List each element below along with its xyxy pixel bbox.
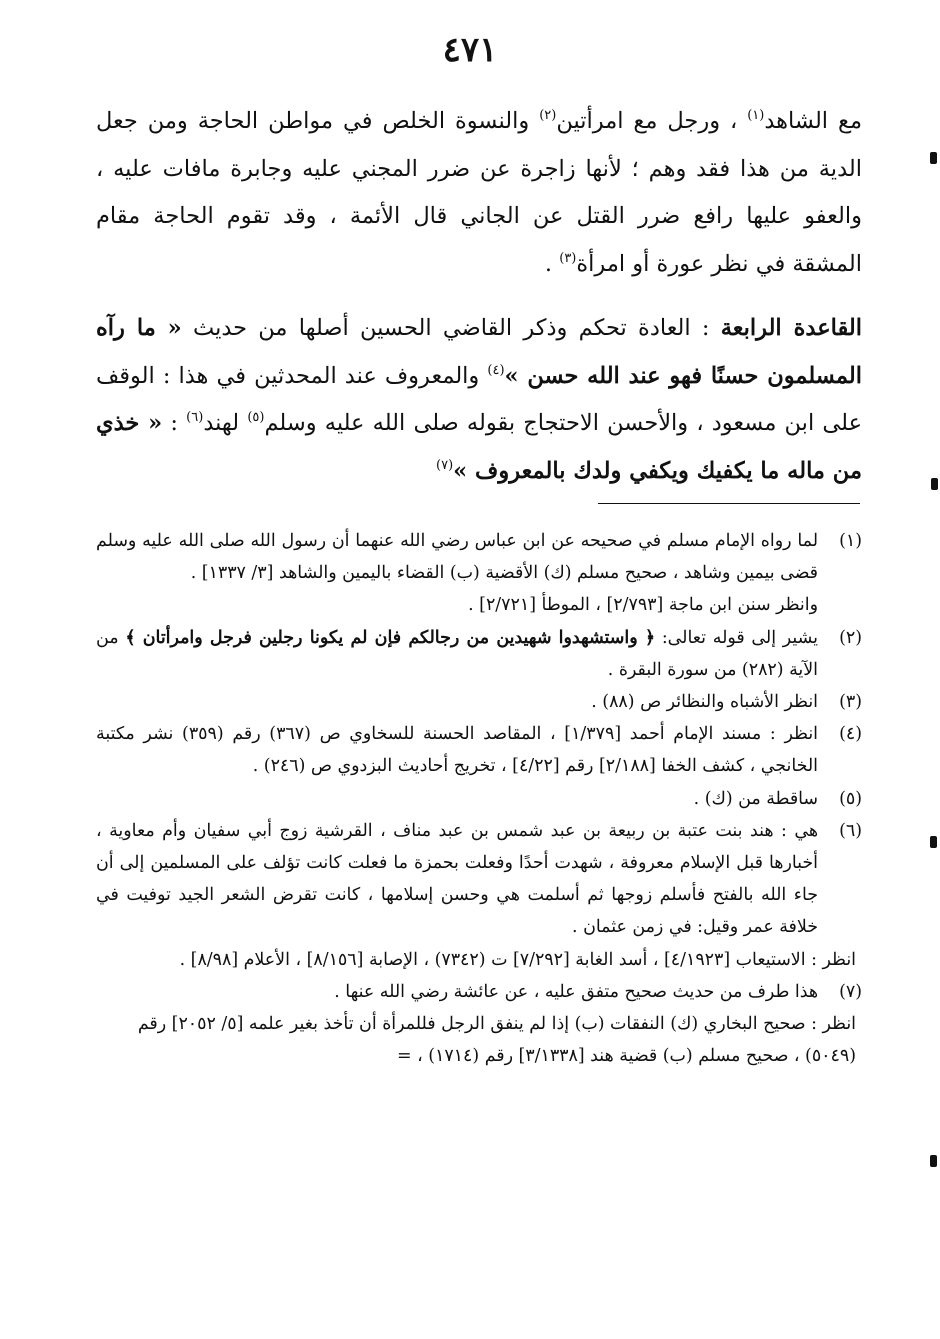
p1-text-3: والنسوة الخلص في مواطن الحاجة ومن جعل الدية من هذا فقد وهم ؛ لأنها زاجرة عن ضرر المجني عليه وجابرة مافات عليه ، والعفو عليها رافع ضرر القتل عن الجاني قال الأئمة ، وقد تقوم الحاجة مقام المشقة في نظر عورة أو امرأة	[96, 108, 862, 277]
footnote-2-body	[96, 622, 818, 686]
p1-text-4: .	[544, 250, 560, 277]
footnote-4-text: انظر : مسند الإمام أحمد [١/٣٧٩] ، المقاصد الحسنة للسخاوي ص (٣٦٧) رقم (٣٥٩) نشر مكتبة الخانجي ، كشف الخفا [٢/١٨٨] رقم [٤/٢٢] ، تخريج أحاديث البزدوي ص (٢٤٦) .	[96, 724, 818, 777]
p2-text-4: :	[162, 410, 187, 436]
footnote-2-pre: يشير إلى قوله تعالى:	[655, 627, 818, 648]
footnote-2-number: (٢)	[839, 627, 862, 648]
footnote-6	[96, 815, 862, 944]
footnote-2	[96, 622, 862, 686]
footnote-3	[96, 686, 862, 718]
footnote-6-number: (٦)	[839, 820, 862, 841]
footnote-ref-2: (٢)	[539, 108, 557, 123]
footnote-7	[96, 976, 862, 1008]
footnote-7-refs: انظر : صحيح البخاري (ك) النفقات (ب) إذا لم ينفق الرجل فللمرأة أن تأخذ بغير علمه [٥/ ٢٠٥٢] رقم (٥٠٤٩) ، صحيح مسلم (ب) قضية هند [٣/١٣٣٨] رقم (١٧١٤) ، =	[137, 1014, 856, 1067]
p2-text-3: لهند	[203, 410, 248, 436]
footnote-2-post: من الآية (٢٨٢) من سورة البقرة .	[96, 627, 818, 680]
footnote-3-number: (٣)	[839, 692, 862, 713]
footnote-5	[96, 783, 862, 815]
footnote-ref-1: (١)	[747, 108, 765, 123]
footnote-5-text: ساقطة من (ك) .	[693, 788, 818, 809]
p2-text-1: : العادة تحكم وذكر القاضي الحسين أصلها من حديث	[181, 315, 721, 341]
scan-edge-mark	[931, 478, 938, 490]
footnote-6-text: هي : هند بنت عتبة بن ربيعة بن عبد شمس بن عبد مناف ، القرشية زوج أبي سفيان وأم معاوية ، أخبارها قبل الإسلام معروفة ، شهدت أحدًا وفعلت بحمزة ما فعلت كانت تؤلف على المسلمين إلى أن جاء الله بالفتح فأسلم زوجها ثم أسلمت هي وحسن إسلامها ، كانت تقرض الشعر الجيد توفيت في خلافة عمر وقيل: في زمن عثمان .	[96, 820, 818, 938]
footnote-ref-5: (٥)	[247, 410, 265, 425]
scan-edge-mark	[930, 152, 937, 164]
paragraph-1	[96, 98, 862, 288]
hadith-quote-2: « خذي من ماله ما يكفيك ويكفي ولدك بالمعروف »	[96, 410, 862, 484]
footnotes	[96, 525, 862, 1072]
hadith-quote-1: « ما رآه المسلمون حسنًا فهو عند الله حسن »	[96, 315, 862, 389]
scan-edge-mark	[930, 1155, 937, 1167]
scan-edge-mark	[930, 836, 937, 848]
footnote-6-refs: انظر : الاستيعاب [٤/١٩٢٣] ، أسد الغابة [٧/٢٩٢] ت (٧٣٤٢) ، الإصابة [٨/١٥٦] ، الأعلام [٨/٩٨] .	[179, 949, 856, 970]
rule-heading: القاعدة الرابعة	[720, 315, 862, 341]
footnote-ref-3: (٣)	[559, 250, 577, 266]
footnote-4	[96, 718, 862, 782]
main-text	[96, 98, 862, 495]
footnote-4-number: (٤)	[839, 724, 862, 745]
footnote-5-number: (٥)	[839, 788, 862, 809]
footnote-ref-7: (٧)	[436, 457, 454, 473]
footnote-1-body	[96, 525, 818, 622]
p2-text-2: والمعروف عند المحدثين في هذا : الوقف على ابن مسعود ، والأحسن الاحتجاج بقوله صلى الله عليه وسلم	[96, 362, 862, 436]
paragraph-2	[96, 305, 862, 495]
footnote-1-refs: وانظر سنن ابن ماجة [٢/٧٩٣] ، الموطأ [٢/٧٢١] .	[468, 595, 818, 616]
footnote-3-text: انظر الأشباه والنظائر ص (٨٨) .	[591, 692, 818, 713]
footnote-7-text: هذا طرف من حديث صحيح متفق عليه ، عن عائشة رضي الله عنها .	[334, 981, 818, 1002]
footnote-separator	[598, 503, 860, 504]
footnote-1-number: (١)	[839, 531, 862, 551]
p1-text-2: ، ورجل مع امرأتين	[556, 108, 748, 134]
footnote-1	[96, 525, 862, 622]
page-number: ٤٧١	[442, 30, 498, 70]
footnote-6-body	[96, 815, 818, 944]
footnote-ref-6: (٦)	[186, 410, 204, 425]
footnote-1-text: لما رواه الإمام مسلم في صحيحه عن ابن عباس رضي الله عنهما أن رسول الله صلى الله عليه وسلم قضى بيمين وشاهد ، صحيح مسلم (ك) الأقضية (ب) القضاء باليمين والشاهد [٣/ ١٣٣٧] .	[96, 531, 818, 584]
quran-verse: ﴿ واستشهدوا شهيدين من رجالكم فإن لم يكونا رجلين فرجل وامرأتان ﴾	[125, 627, 656, 648]
footnote-7-number: (٧)	[839, 981, 862, 1002]
footnote-ref-4: (٤)	[487, 362, 505, 378]
p1-text-1: مع الشاهد	[764, 108, 863, 134]
